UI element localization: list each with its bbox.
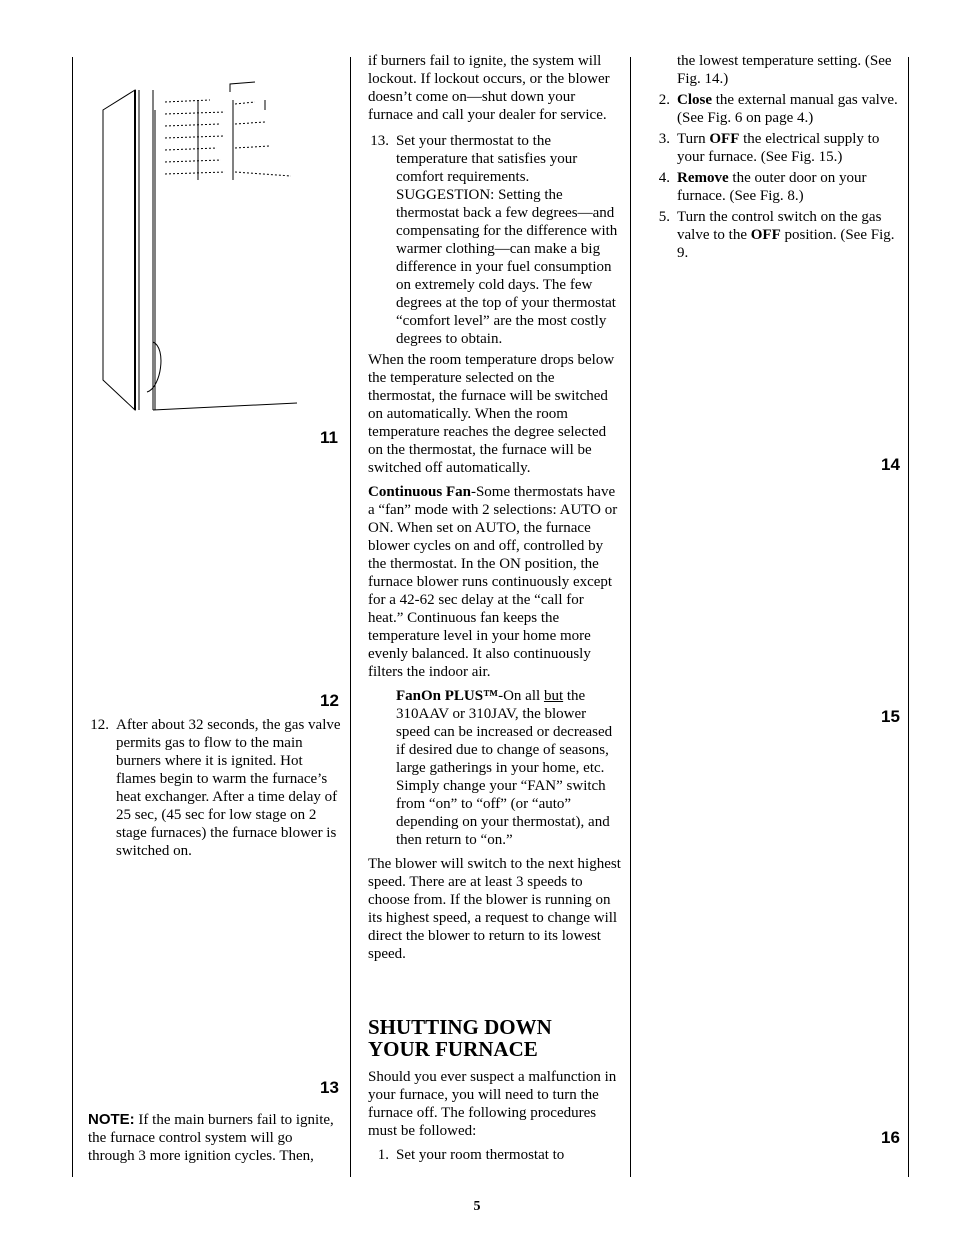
step-number: 4. (658, 170, 670, 186)
step-number: 1. (377, 1147, 389, 1163)
rule-left (72, 57, 73, 1177)
step-5 (649, 208, 903, 262)
figure-label-13: 13 (320, 1078, 339, 1097)
step-5-bold: OFF (750, 227, 781, 243)
step-number: 3. (658, 131, 670, 147)
note-label: NOTE: (88, 1111, 135, 1128)
step-3-text-b: the electrical supply to your furnace. (See Fig. 15.) (677, 131, 880, 165)
step-13 (368, 132, 622, 348)
step-number: 12. (90, 717, 109, 733)
room-temp-paragraph: When the room temperature drops below the temperature selected on the thermostat, the furnace will be switched on automatically. When the room temperature reaches the degree selected on the thermostat, the furnace will be switched off automatically. (368, 352, 615, 476)
fanon-paragraph (368, 687, 622, 849)
step-3-text-a: Turn (677, 131, 710, 147)
fanon-label: FanOn PLUS™ (396, 688, 499, 704)
fanon-text-b: the 310AAV or 310JAV, the blower speed can be increased or decreased if desired due to change of seasons, large gatherings in your home, etc. Simply change your “FAN” switch from “on” to “off” (or “auto” depending on your thermostat), and then return to “on.” (396, 688, 613, 848)
page-number: 5 (473, 1199, 481, 1214)
shutdown-section (368, 1016, 622, 1172)
step-4-text: the outer door on your furnace. (See Fig. 8.) (677, 170, 867, 204)
furnace-illustration (95, 80, 305, 420)
figure-label-12: 12 (320, 691, 339, 710)
step-2-text: the external manual gas valve. (See Fig. 6 on page 4.) (677, 92, 898, 126)
step-number: 2. (658, 92, 670, 108)
step-4 (649, 169, 903, 205)
section-heading: SHUTTING DOWN YOUR FURNACE (368, 1015, 552, 1061)
step-1-continued (649, 52, 903, 88)
malfunction-paragraph: Should you ever suspect a malfunction in your furnace, you will need to turn the furnace off. The following procedures must be followed: (368, 1069, 617, 1139)
figure-label-16: 16 (881, 1128, 900, 1147)
continuous-fan-paragraph (368, 483, 622, 681)
step-number: 13. (370, 133, 389, 149)
step-2-bold: Close (677, 92, 712, 108)
note-block (88, 1111, 342, 1171)
middle-column (368, 52, 622, 969)
figure-label-15: 15 (881, 707, 900, 726)
rule-mid-right (630, 57, 631, 1177)
step-text: Set your room thermostat to (396, 1147, 565, 1163)
continuous-fan-text: -Some thermostats have a “fan” mode with 2 selections: AUTO or ON. When set on AUTO, the furnace blower cycles on and off, controlled by the thermostat. In the ON position, the furnace blower runs continuously except for a 42-62 sec delay at the “call for heat.” Continuous fan keeps the temperature level in your home more evenly balanced. It also continuously filters the indoor air. (368, 484, 618, 680)
left-column (88, 716, 342, 868)
step-text: Set your thermostat to the temperature that satisfies your comfort requirements. SUGGESTION: Setting the thermostat back a few degrees—and compensating for the difference with warmer clothing—can make a big difference in your fuel consumption on extremely cold days. The few degrees at the top of your thermostat “comfort level” are the most costly degrees to obtain. (396, 133, 618, 347)
fanon-text-a: -On all (498, 688, 544, 704)
step-1 (368, 1146, 622, 1164)
rule-right (908, 57, 909, 1177)
blower-paragraph: The blower will switch to the next highest speed. There are at least 3 speeds to choose from. If the blower is running on its highest speed, a request to change will direct the blower to return to its lowest speed. (368, 856, 621, 962)
continuous-fan-label: Continuous Fan (368, 484, 471, 500)
rule-mid-left (350, 57, 351, 1177)
figure-label-14: 14 (881, 455, 900, 474)
fanon-but: but (543, 688, 564, 704)
step-12 (88, 716, 342, 860)
figure-label-11: 11 (320, 428, 338, 447)
step-3-bold: OFF (709, 131, 740, 147)
step-text: the lowest temperature setting. (See Fig. 14.) (677, 53, 892, 87)
step-3 (649, 130, 903, 166)
step-5-text-b: position. (See Fig. 9. (677, 227, 895, 261)
step-4-bold: Remove (677, 170, 729, 186)
step-5-text-a: Turn the control switch on the gas valve to the (677, 209, 882, 243)
step-text: After about 32 seconds, the gas valve permits gas to flow to the main burners where it is ignited. Hot flames begin to warm the furnace’s heat exchanger. After a time delay of 25 sec, (45 sec for low stage on 2 stage furnaces) the furnace blower is switched on. (116, 717, 341, 859)
step-2 (649, 91, 903, 127)
note-text: If the main burners fail to ignite, the furnace control system will go through 3 more ignition cycles. Then, (88, 1112, 334, 1164)
right-column (649, 52, 903, 270)
step-number: 5. (658, 209, 670, 225)
lockout-paragraph: if burners fail to ignite, the system will lockout. If lockout occurs, or the blower doesn’t come on—shut down your furnace and call your dealer for service. (368, 53, 610, 123)
